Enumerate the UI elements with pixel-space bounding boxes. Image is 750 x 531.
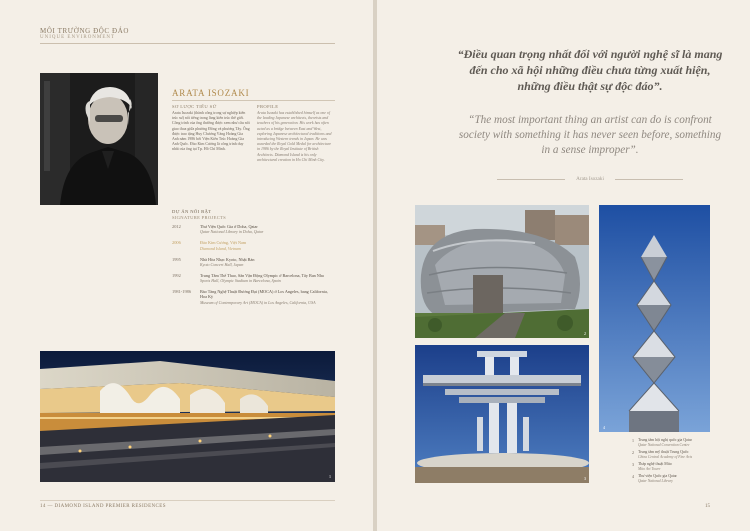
bio-en-heading: PROFILE: [257, 104, 279, 109]
convention-centre-illustration: [40, 351, 335, 482]
project-name-vn: Bảo Tàng Nghệ Thuật Đương Đại (MOCA) ở Los Angeles, bang California, Hoa Kỳ: [200, 289, 328, 300]
project-name-en: Kyoto Concert Hall, Japan: [200, 261, 244, 267]
quote-rule-right: [615, 179, 683, 180]
name-divider: [172, 100, 335, 101]
photo-captions: [632, 438, 712, 486]
project-year: 1995: [172, 256, 181, 262]
architect-name: ARATA ISOZAKI: [172, 88, 250, 98]
project-name-en: Diamond Island, Vietnam: [200, 245, 241, 251]
section-title: MÔI TRƯỜNG ĐỘC ĐÁO: [40, 27, 130, 35]
caption-number: 3: [632, 462, 634, 467]
bio-en-text: Arata Isozaki has established himself as one of the leading Japanese architects, theorists and teachers of his generation. His work has often acted as a bridge between East and West, exploring Japanese architectural traditions and introducing Western trends in Japan. He was awarded the Royal Gold Medal for architecture in 1986 by the Royal Institute of British Architects. Diamond Island is his only architectural creation in Ho Chi Minh City.: [257, 111, 332, 162]
project-name-en: Museum of Contemporary Art (MOCA) in Los Angeles, California, USA: [200, 299, 316, 305]
caption-number: 1: [632, 438, 634, 443]
caption-item: [632, 474, 712, 483]
photo-number: 2: [584, 331, 586, 336]
project-name-vn: Nhà Hòa Nhạc Kyoto, Nhật Bản: [200, 256, 255, 262]
section-subtitle: UNIQUE ENVIRONMENT: [40, 35, 116, 40]
project-name-vn: Thư Viện Quốc Gia ở Doha, Qatar: [200, 224, 258, 229]
project-name-vn: Trung Tâm Thể Thao, Sân Vận Động Olympic ở Barcelona, Tây Ban Nha: [200, 272, 324, 278]
tower-photo: [599, 205, 710, 432]
project-year: 2006: [172, 240, 181, 246]
section-divider: [40, 43, 335, 44]
page-number: 15: [705, 504, 710, 509]
quote-vietnamese: “Điều quan trọng nhất đối với người nghệ sĩ là mang đến cho xã hội những điều chưa từng xuất hiện, những điều thật sự độc đáo”.: [457, 47, 723, 93]
project-row: [172, 224, 335, 234]
left-page: [0, 0, 373, 531]
bio-vn-text: Arata Isozaki (thành công trong sự nghiệp kiến trúc sư) nổi tiếng trong làng kiến trúc thế giới. Công trình của ông thường được xem như cầu nối giao thoa giữa phương Đông và phương Tây. Ông được trao tặng Huy Chương Vàng Hoàng Gia Anh năm 1986 bởi Viện Kiến Trúc Hoàng Gia Anh Quốc. Đảo Kim Cương là công trình duy nhất của ông tại Tp. Hồ Chí Minh.: [172, 111, 250, 152]
caption-number: 2: [632, 450, 634, 455]
project-row: [172, 273, 335, 283]
stadium-photo: [40, 351, 335, 482]
project-year: 2012: [172, 224, 181, 229]
bio-english: [257, 104, 335, 163]
project-row: [172, 257, 335, 267]
project-year: 1992: [172, 272, 181, 278]
quote-english: “The most important thing an artist can do is confront society with something it has never seen before, something in a sense improper”.: [458, 114, 722, 156]
project-year: 1981-1986: [172, 289, 192, 295]
photo-number: 1: [329, 474, 331, 479]
photo-number: 3: [584, 476, 586, 481]
projects-subheading: SIGNATURE PROJECTS: [172, 215, 227, 220]
project-name-vn: Đảo Kim Cương, Việt Nam: [200, 240, 247, 246]
fine-arts-academy-illustration: [415, 205, 589, 338]
bio-vietnamese: [172, 104, 250, 153]
caption-number: 4: [632, 474, 634, 479]
caption-vn: Trung tâm mỹ thuật Trung Quốc: [638, 450, 689, 454]
caption-en: Qatar National Library: [638, 478, 673, 483]
project-name-en: Qatar National Library in Doha, Qatar: [200, 229, 264, 235]
caption-item: [632, 450, 712, 459]
caption-en: Qatar National Convention Centre: [638, 442, 690, 447]
library-photo: [415, 345, 589, 483]
caption-vn: Tháp nghệ thuật Mito: [638, 462, 672, 466]
caption-en: China Central Academy of Fine Arts: [638, 454, 693, 459]
projects-heading: DỰ ÁN NỔI BẬT: [172, 209, 212, 214]
right-page: [377, 0, 750, 531]
caption-en: Mito Art Tower: [638, 466, 661, 471]
mito-tower-illustration: [599, 205, 710, 432]
quote-author: Arata Isozaki: [576, 176, 604, 182]
project-row-highlighted: [172, 240, 335, 250]
architect-portrait: [40, 73, 158, 205]
bio-vn-heading: SƠ LƯỢC TIỂU SỬ: [172, 104, 217, 109]
photo-number: 4: [603, 425, 605, 430]
project-row: [172, 289, 335, 305]
footer-brand: 14 — DIAMOND ISLAND PREMIER RESIDENCES: [40, 504, 166, 509]
caption-vn: Trung tâm hội nghị quốc gia Qatar: [638, 438, 692, 442]
qatar-library-illustration: [415, 345, 589, 483]
footer-divider: [40, 500, 335, 501]
caption-item: [632, 462, 712, 471]
portrait-photo: [40, 73, 158, 205]
caption-item: [632, 438, 712, 447]
academy-photo: [415, 205, 589, 338]
projects-list: [172, 224, 335, 311]
project-name-en: Sports Hall, Olympic Stadium in Barcelona, Spain: [200, 278, 281, 284]
caption-vn: Thư viện Quốc gia Qatar: [638, 474, 677, 478]
